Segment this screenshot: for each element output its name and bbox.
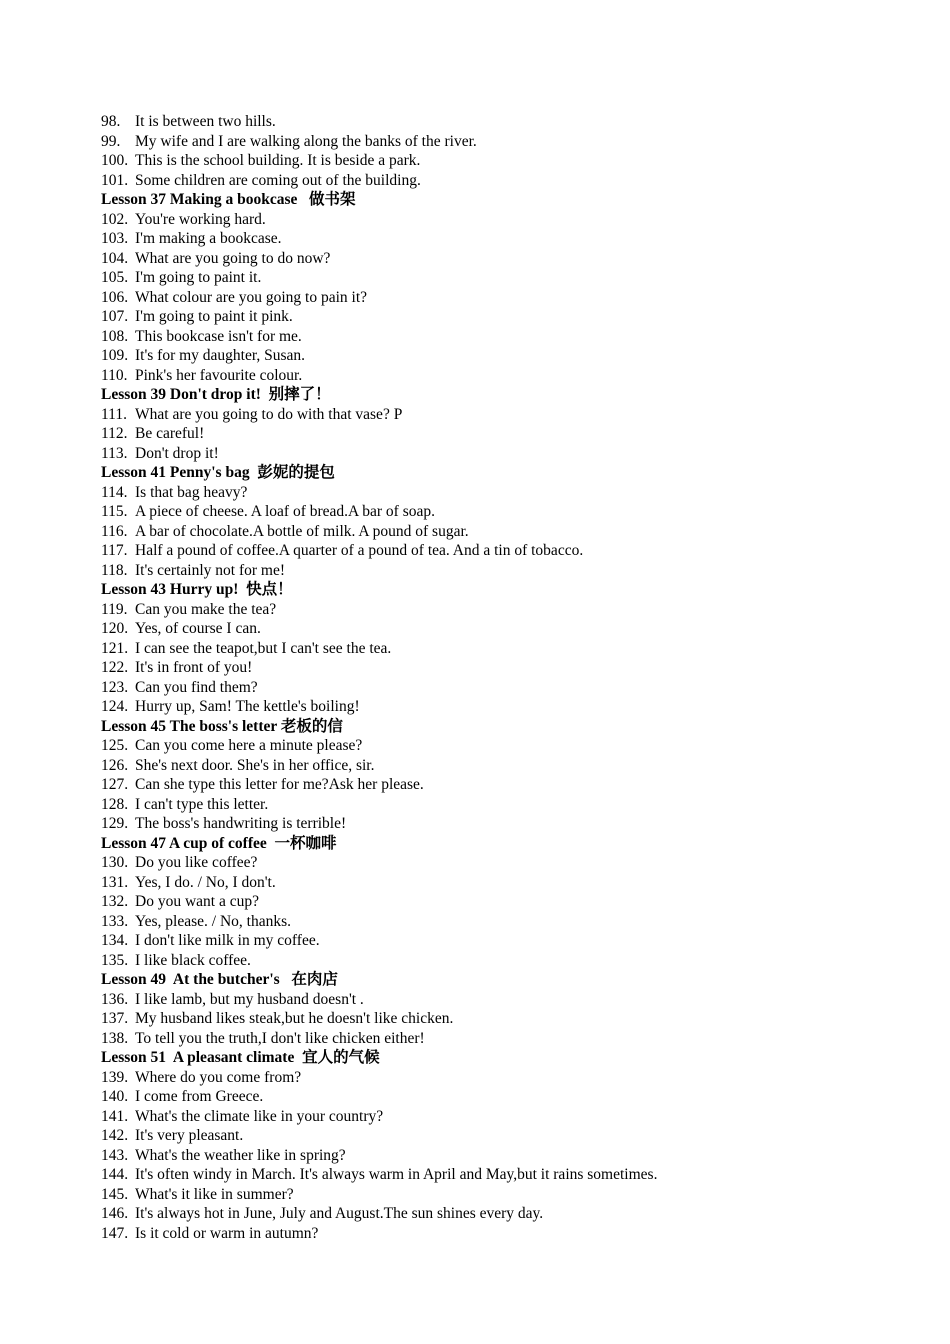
item-number: 103.	[101, 230, 129, 247]
sentence-item	[101, 132, 921, 152]
item-number: 130.	[101, 854, 129, 871]
item-number: 112.	[101, 425, 128, 442]
sentence-item	[101, 931, 921, 951]
document-body	[101, 112, 921, 1243]
item-number: 141.	[101, 1107, 129, 1125]
item-number: 117.	[101, 542, 128, 559]
item-number: 137.	[101, 1010, 129, 1027]
sentence-item	[101, 229, 921, 249]
item-text: Can you come here a minute please?	[135, 737, 363, 754]
item-number: 139.	[101, 1068, 129, 1086]
item-number: 101.	[101, 171, 129, 189]
sentence-item	[101, 814, 921, 834]
item-number: 116.	[101, 522, 128, 540]
sentence-item	[101, 853, 921, 873]
item-number: 111.	[101, 405, 127, 423]
item-number: 114.	[101, 483, 128, 501]
item-text: Yes, please. / No, thanks.	[135, 912, 291, 930]
item-number: 142.	[101, 1127, 129, 1144]
item-number: 102.	[101, 210, 129, 228]
sentence-item	[101, 541, 921, 561]
sentence-item	[101, 756, 921, 776]
item-text: Can you find them?	[135, 678, 258, 696]
item-text: Do you want a cup?	[135, 893, 259, 910]
item-text: It's very pleasant.	[135, 1127, 244, 1144]
sentence-item	[101, 1068, 921, 1088]
item-number: 134.	[101, 932, 129, 949]
item-text: It's in front of you!	[135, 659, 253, 676]
item-text: I'm going to paint it pink.	[135, 308, 293, 325]
sentence-item	[101, 736, 921, 756]
lesson-heading: Lesson 39 Don't drop it! 别摔了！	[101, 386, 331, 403]
lesson-heading: Lesson 49 At the butcher's 在肉店	[101, 971, 338, 988]
sentence-item	[101, 483, 921, 503]
item-number: 115.	[101, 503, 128, 520]
item-number: 119.	[101, 600, 128, 618]
item-text: It is between two hills.	[135, 113, 276, 130]
item-text: A piece of cheese. A loaf of bread.A bar of soap.	[135, 503, 435, 520]
item-text: Do you like coffee?	[135, 854, 258, 871]
item-text: She's next door. She's in her office, sir.	[135, 756, 375, 774]
sentence-item	[101, 1165, 921, 1185]
item-text: I can see the teapot,but I can't see the tea.	[135, 639, 392, 657]
item-number: 126.	[101, 756, 129, 774]
item-number: 120.	[101, 620, 129, 637]
sentence-item	[101, 951, 921, 971]
item-text: This bookcase isn't for me.	[135, 327, 302, 345]
item-text: What's the weather like in spring?	[135, 1146, 346, 1164]
sentence-item	[101, 1126, 921, 1146]
item-number: 129.	[101, 815, 129, 832]
sentence-item	[101, 1146, 921, 1166]
item-text: This is the school building. It is beside a park.	[135, 152, 421, 169]
item-number: 118.	[101, 561, 128, 579]
item-text: I'm going to paint it.	[135, 269, 262, 286]
lesson-heading: Lesson 45 The boss's letter 老板的信	[101, 717, 343, 735]
item-text: It's often windy in March. It's always warm in April and May,but it rains sometimes.	[135, 1166, 658, 1183]
item-number: 143.	[101, 1146, 129, 1164]
sentence-item	[101, 1185, 921, 1205]
item-text: I'm making a bookcase.	[135, 230, 282, 247]
item-number: 146.	[101, 1205, 129, 1222]
sentence-item	[101, 1029, 921, 1049]
lesson-heading: Lesson 37 Making a bookcase 做书架	[101, 191, 356, 208]
sentence-item	[101, 366, 921, 386]
item-number: 99.	[101, 132, 121, 150]
sentence-item	[101, 873, 921, 893]
sentence-item	[101, 405, 921, 425]
sentence-item	[101, 1009, 921, 1029]
item-number: 123.	[101, 678, 129, 696]
lesson-heading: Lesson 41 Penny's bag 彭妮的提包	[101, 464, 335, 481]
sentence-item	[101, 268, 921, 288]
item-number: 104.	[101, 249, 129, 267]
item-text: What are you going to do now?	[135, 249, 331, 267]
item-number: 128.	[101, 795, 129, 813]
item-number: 113.	[101, 444, 128, 462]
sentence-item	[101, 288, 921, 308]
item-text: What colour are you going to pain it?	[135, 288, 368, 306]
item-number: 144.	[101, 1166, 129, 1183]
sentence-item	[101, 795, 921, 815]
item-text: Is it cold or warm in autumn?	[135, 1224, 319, 1242]
sentence-item	[101, 327, 921, 347]
item-text: Half a pound of coffee.A quarter of a pound of tea. And a tin of tobacco.	[135, 542, 584, 559]
sentence-item	[101, 1087, 921, 1107]
sentence-item	[101, 307, 921, 327]
item-number: 132.	[101, 893, 129, 910]
lesson-heading: Lesson 43 Hurry up! 快点！	[101, 581, 293, 598]
item-text: I don't like milk in my coffee.	[135, 932, 320, 949]
item-text: Yes, I do. / No, I don't.	[135, 873, 276, 891]
sentence-item	[101, 210, 921, 230]
item-text: It's certainly not for me!	[135, 561, 285, 579]
item-number: 125.	[101, 737, 129, 754]
item-text: I like lamb, but my husband doesn't .	[135, 990, 364, 1008]
item-text: What are you going to do with that vase? P	[135, 405, 403, 423]
sentence-item	[101, 502, 921, 522]
sentence-item	[101, 249, 921, 269]
item-number: 105.	[101, 269, 129, 286]
item-text: It's for my daughter, Susan.	[135, 347, 306, 364]
item-text: Be careful!	[135, 425, 205, 442]
sentence-item	[101, 561, 921, 581]
item-text: Where do you come from?	[135, 1068, 302, 1086]
sentence-item	[101, 658, 921, 678]
item-text: To tell you the truth,I don't like chicken either!	[135, 1029, 425, 1047]
sentence-item	[101, 775, 921, 795]
item-text: What's the climate like in your country?	[135, 1107, 384, 1125]
sentence-item	[101, 678, 921, 698]
item-number: 109.	[101, 347, 129, 364]
item-text: What's it like in summer?	[135, 1185, 294, 1203]
item-number: 100.	[101, 152, 129, 169]
sentence-item	[101, 619, 921, 639]
item-text: The boss's handwriting is terrible!	[135, 815, 347, 832]
item-number: 131.	[101, 873, 129, 891]
item-text: My husband likes steak,but he doesn't like chicken.	[135, 1010, 454, 1027]
sentence-item	[101, 600, 921, 620]
item-number: 133.	[101, 912, 129, 930]
item-number: 145.	[101, 1185, 129, 1203]
item-text: Can she type this letter for me?Ask her please.	[135, 776, 424, 793]
sentence-item	[101, 346, 921, 366]
lesson-heading: Lesson 51 A pleasant climate 宜人的气候	[101, 1049, 380, 1066]
item-text: My wife and I are walking along the banks of the river.	[135, 132, 477, 150]
item-text: Can you make the tea?	[135, 600, 277, 618]
item-number: 106.	[101, 288, 129, 306]
item-text: You're working hard.	[135, 210, 266, 228]
sentence-item	[101, 697, 921, 717]
sentence-item	[101, 1224, 921, 1244]
item-text: Hurry up, Sam! The kettle's boiling!	[135, 698, 360, 715]
sentence-item	[101, 990, 921, 1010]
sentence-item	[101, 1204, 921, 1224]
item-text: Don't drop it!	[135, 444, 219, 462]
sentence-item	[101, 171, 921, 191]
sentence-item	[101, 424, 921, 444]
item-number: 122.	[101, 659, 129, 676]
item-number: 136.	[101, 990, 129, 1008]
item-number: 108.	[101, 327, 129, 345]
item-text: Is that bag heavy?	[135, 483, 248, 501]
item-number: 147.	[101, 1224, 129, 1242]
item-text: Pink's her favourite colour.	[135, 366, 303, 384]
item-text: Yes, of course I can.	[135, 620, 261, 637]
item-text: I like black coffee.	[135, 951, 251, 969]
item-number: 107.	[101, 308, 129, 325]
item-number: 124.	[101, 698, 129, 715]
sentence-item	[101, 444, 921, 464]
lesson-heading: Lesson 47 A cup of coffee 一杯咖啡	[101, 834, 337, 852]
sentence-item	[101, 892, 921, 912]
item-number: 121.	[101, 639, 129, 657]
sentence-item	[101, 912, 921, 932]
item-number: 98.	[101, 113, 121, 130]
item-text: I can't type this letter.	[135, 795, 269, 813]
sentence-item	[101, 112, 921, 132]
item-number: 135.	[101, 951, 129, 969]
item-number: 138.	[101, 1029, 129, 1047]
item-text: A bar of chocolate.A bottle of milk. A pound of sugar.	[135, 522, 469, 540]
sentence-item	[101, 522, 921, 542]
sentence-item	[101, 639, 921, 659]
item-number: 140.	[101, 1088, 129, 1105]
item-number: 110.	[101, 366, 128, 384]
sentence-item	[101, 151, 921, 171]
item-text: It's always hot in June, July and August.The sun shines every day.	[135, 1205, 544, 1222]
sentence-item	[101, 1107, 921, 1127]
item-number: 127.	[101, 776, 129, 793]
item-text: I come from Greece.	[135, 1088, 264, 1105]
item-text: Some children are coming out of the building.	[135, 171, 421, 189]
